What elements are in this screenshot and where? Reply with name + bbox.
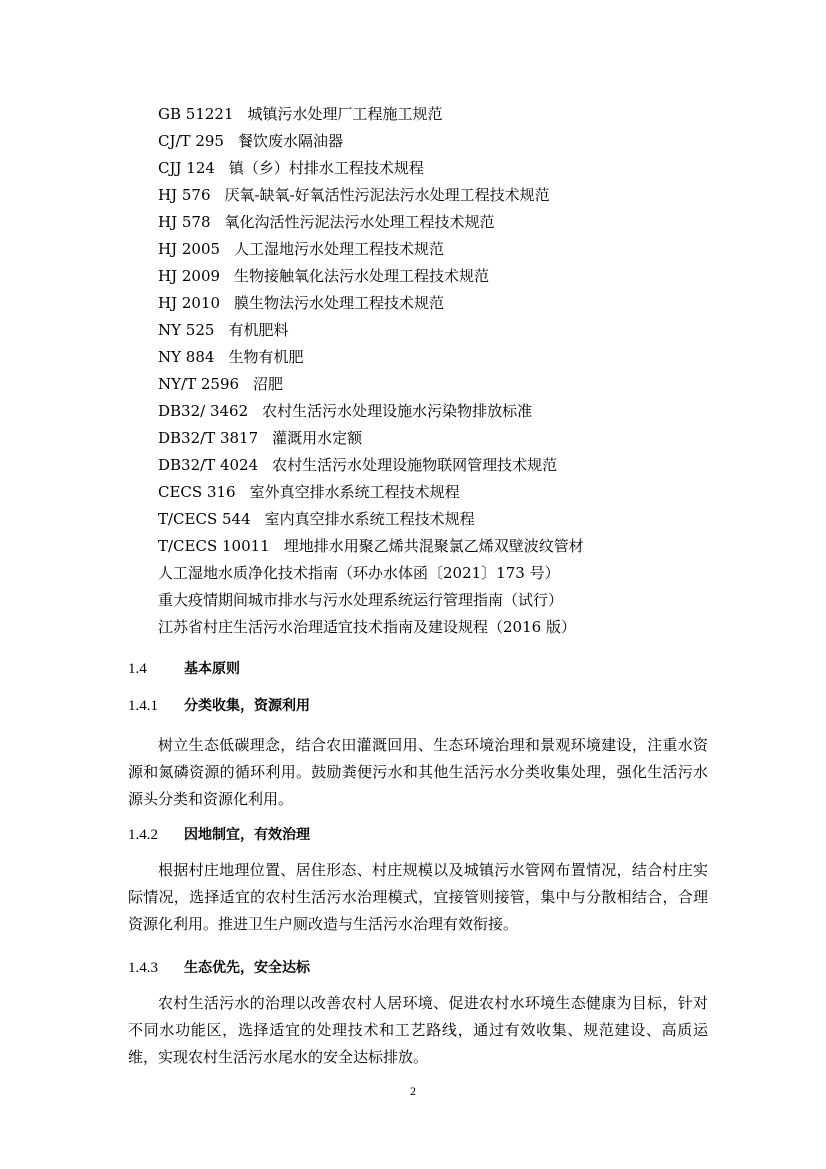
subsection-heading [128,955,310,979]
reference-item [158,155,758,182]
reference-title: 氧化沟活性污泥法污水处理工程技术规范 [224,213,495,231]
reference-title: 埋地排水用聚乙烯共混聚氯乙烯双壁波纹管材 [283,537,584,555]
reference-item [158,506,758,533]
reference-code: NY 525 [158,321,215,339]
reference-title: 室内真空排水系统工程技术规程 [264,510,475,528]
reference-item [158,425,758,452]
reference-item [158,182,758,209]
reference-code: T/CECS 544 [158,510,251,528]
reference-item [158,398,758,425]
reference-title: 室外真空排水系统工程技术规程 [249,483,460,501]
subsection-title: 因地制宜，有效治理 [184,827,310,843]
reference-code: HJ 576 [158,186,211,204]
reference-code: CJJ 124 [158,159,215,177]
reference-item [158,344,758,371]
guide-reference: 重大疫情期间城市排水与污水处理系统运行管理指南（试行） [158,591,564,609]
subsection-heading [128,822,310,846]
reference-item [158,128,758,155]
reference-code: HJ 2009 [158,267,221,285]
reference-code: NY/T 2596 [158,375,240,393]
reference-code: CECS 316 [158,483,236,501]
subsection-title: 分类收集，资源利用 [184,698,310,714]
reference-code: HJ 578 [158,213,211,231]
subsection-title: 生态优先，安全达标 [184,960,310,976]
reference-code: HJ 2010 [158,294,221,312]
reference-title: 镇（乡）村排水工程技术规程 [228,159,424,177]
reference-title: 餐饮废水隔油器 [237,132,343,150]
reference-title: 灌溉用水定额 [272,429,363,447]
reference-code: DB32/ 3462 [158,402,249,420]
page-number: 2 [410,1084,416,1098]
reference-code: T/CECS 10011 [158,537,270,555]
reference-item [158,317,758,344]
reference-item [158,101,758,128]
reference-item [158,452,758,479]
reference-title: 城镇污水处理厂工程施工规范 [247,105,443,123]
reference-code: GB 51221 [158,105,234,123]
section-title: 基本原则 [184,661,240,677]
reference-code: DB32/T 4024 [158,456,259,474]
reference-item [158,290,758,317]
subsection-number: 1.4.2 [128,827,158,843]
guide-reference: 江苏省村庄生活污水治理适宜技术指南及建设规程（2016 版） [158,618,576,636]
reference-item [158,209,758,236]
paragraph: 树立生态低碳理念，结合农田灌溉回用、生态环境治理和景观环境建设，注重水资源和氮磷资源的循环利用。鼓励粪便污水和其他生活污水分类收集处理，强化生活污水源头分类和资源化利用。 [128,736,708,808]
reference-item [158,533,758,560]
reference-title: 膜生物法污水处理工程技术规范 [234,294,445,312]
reference-title: 有机肥料 [228,321,289,339]
reference-code: DB32/T 3817 [158,429,259,447]
reference-title: 人工湿地污水处理工程技术规范 [234,240,445,258]
reference-code: HJ 2005 [158,240,221,258]
reference-code: NY 884 [158,348,215,366]
reference-item [158,479,758,506]
reference-code: CJ/T 295 [158,132,224,150]
reference-title: 厌氧-缺氧-好氧活性污泥法污水处理工程技术规范 [224,186,550,204]
subsection-number: 1.4.1 [128,698,158,714]
reference-item [158,263,758,290]
reference-list [158,101,758,560]
reference-item [158,371,758,398]
paragraph: 根据村庄地理位置、居住形态、村庄规模以及城镇污水管网布置情况，结合村庄实际情况，选择适宜的农村生活污水治理模式，宜接管则接管，集中与分散相结合，合理资源化利用。推进卫生户厕改造与生活污水治理有效衔接。 [128,861,708,933]
reference-item [158,236,758,263]
subsection-number: 1.4.3 [128,960,158,976]
reference-title: 沼肥 [253,375,284,393]
reference-title: 生物有机肥 [228,348,304,366]
reference-title: 生物接触氧化法污水处理工程技术规范 [234,267,490,285]
section-number: 1.4 [128,661,147,677]
guide-reference: 人工湿地水质净化技术指南（环办水体函〔2021〕173 号） [158,564,560,582]
subsection-heading [128,693,310,717]
paragraph: 农村生活污水的治理以改善农村人居环境、促进农村水环境生态健康为目标，针对不同水功能区，选择适宜的处理技术和工艺路线，通过有效收集、规范建设、高质运维，实现农村生活污水尾水的安全达标排放。 [128,994,708,1066]
section-heading [128,656,240,680]
reference-title: 农村生活污水处理设施物联网管理技术规范 [272,456,558,474]
reference-title: 农村生活污水处理设施水污染物排放标准 [262,402,533,420]
